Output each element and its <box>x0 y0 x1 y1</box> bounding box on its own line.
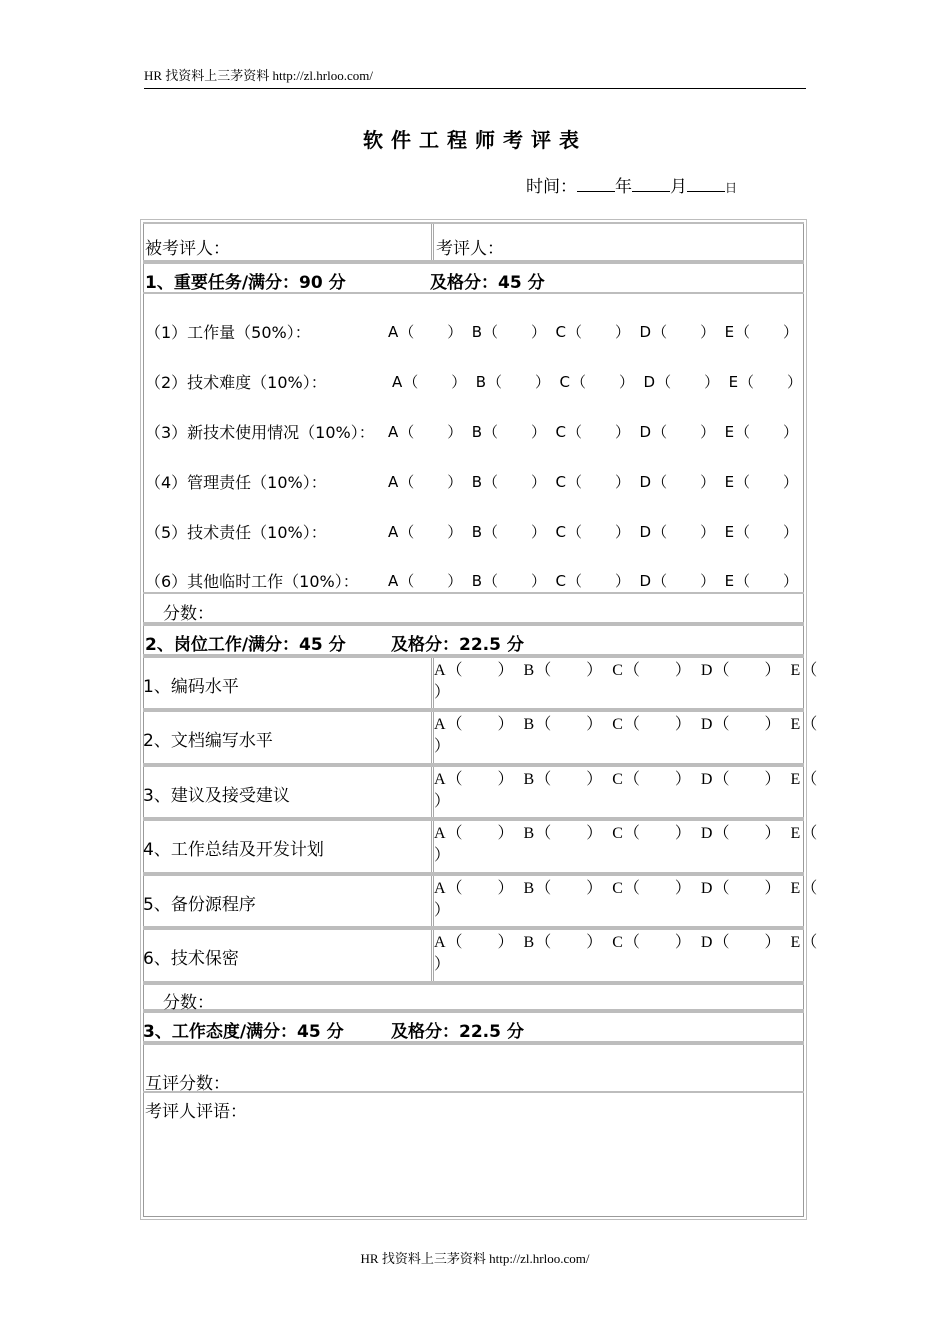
section2-heading-row <box>143 624 804 656</box>
section2-item-label: 4、工作总结及开发计划 <box>143 840 324 860</box>
section2-item-options[interactable]: A（ ） B（ ） C（ ） D（ ） E（ <box>434 716 819 733</box>
section2-item-options[interactable]: A（ ） B（ ） C（ ） D（ ） E（ <box>434 934 819 951</box>
evaluator-label: 考评人： <box>436 239 504 259</box>
section1-score-label: 分数： <box>163 604 214 624</box>
comments-label: 考评人评语： <box>145 1102 247 1122</box>
peer-score-row[interactable] <box>143 1043 804 1093</box>
section1-item-options[interactable]: A（ ） B（ ） C（ ） D（ ） E（ ） <box>388 523 800 541</box>
page-header <box>144 65 806 89</box>
month-label: 月 <box>670 177 687 197</box>
section3-pass: 及格分：22.5 分 <box>391 1022 524 1042</box>
section2-score-row[interactable] <box>143 983 804 1011</box>
section2-item-options[interactable]: A（ ） B（ ） C（ ） D（ ） E（ <box>434 880 819 897</box>
section2-heading: 2、岗位工作/满分：45 分 <box>145 635 346 655</box>
month-field[interactable] <box>632 177 670 192</box>
page-footer <box>0 1248 950 1267</box>
section1-item-options[interactable]: A（ ） B（ ） C（ ） D（ ） E（ ） <box>388 423 800 441</box>
section2-item-row <box>143 819 819 874</box>
section2-score-label: 分数： <box>163 993 214 1013</box>
peer-score-label: 互评分数： <box>145 1074 230 1094</box>
year-field[interactable] <box>577 177 615 192</box>
section3-heading: 3、工作态度/满分：45 分 <box>143 1022 344 1042</box>
section2-item-options[interactable]: A（ ） B（ ） C（ ） D（ ） E（ <box>434 771 819 788</box>
section2-item-row <box>143 656 819 710</box>
section1-item-label: （1）工作量（50%）： <box>145 323 311 342</box>
day-label: 日 <box>725 181 738 195</box>
section1-item-label: （3）新技术使用情况（10%）： <box>145 423 375 442</box>
section2-item-options-wrap: ） <box>434 956 452 973</box>
section1-heading: 1、重要任务/满分：90 分 <box>145 273 346 293</box>
section1-item-label: （5）技术责任（10%）： <box>145 523 327 542</box>
evaluator-cell[interactable] <box>431 224 804 260</box>
info-row <box>143 222 804 262</box>
section1-item-label: （4）管理责任（10%）： <box>145 473 327 492</box>
section2-item-row <box>143 710 819 765</box>
section2-item-options[interactable]: A（ ） B（ ） C（ ） D（ ） E（ <box>434 825 819 842</box>
section2-item-options-wrap: ） <box>434 902 452 919</box>
section2-item-options-wrap: ） <box>434 793 452 810</box>
section2-item-options[interactable]: A（ ） B（ ） C（ ） D（ ） E（ <box>434 662 819 679</box>
section1-item-label: （2）技术难度（10%）： <box>145 373 327 392</box>
section1-item-label: （6）其他临时工作（10%）： <box>145 572 359 591</box>
section1-items <box>143 294 804 592</box>
section1-score-row[interactable] <box>143 592 804 624</box>
section2-item-label: 1、编码水平 <box>143 677 239 697</box>
day-field[interactable] <box>687 177 725 192</box>
section2-item-label: 6、技术保密 <box>143 949 239 969</box>
section2-item-row <box>143 874 819 928</box>
section2-item-options-wrap: ） <box>434 684 452 701</box>
section1-item-options[interactable]: A（ ） B（ ） C（ ） D（ ） E（ ） <box>388 323 800 341</box>
evaluatee-label: 被考评人： <box>145 239 230 259</box>
section1-item-options[interactable]: A（ ） B（ ） C（ ） D（ ） E（ ） <box>388 572 800 590</box>
section2-item-label: 2、文档编写水平 <box>143 731 273 751</box>
section1-item-options[interactable]: A（ ） B（ ） C（ ） D（ ） E（ ） <box>392 373 804 391</box>
year-label: 年 <box>615 177 632 197</box>
section1-heading-row <box>143 262 804 294</box>
evaluatee-cell[interactable] <box>143 224 433 260</box>
date-label: 时间： <box>526 177 577 197</box>
section3-heading-row <box>143 1011 804 1043</box>
footer-text: HR 找资料上三茅资料 http://zl.hrloo.com/ <box>360 1251 590 1266</box>
header-text: HR 找资料上三茅资料 http://zl.hrloo.com/ <box>144 68 373 83</box>
date-line <box>526 172 737 197</box>
section2-item-options-wrap: ） <box>434 847 452 864</box>
section2-item-row <box>143 765 819 819</box>
page-title: 软件工程师考评表 <box>363 128 587 152</box>
section2-pass: 及格分：22.5 分 <box>391 635 524 655</box>
section2-item-label: 3、建议及接受建议 <box>143 786 290 806</box>
comments-area[interactable] <box>143 1093 804 1217</box>
section1-pass: 及格分：45 分 <box>430 273 545 293</box>
section2-item-label: 5、备份源程序 <box>143 895 256 915</box>
section1-item-options[interactable]: A（ ） B（ ） C（ ） D（ ） E（ ） <box>388 473 800 491</box>
section2-item-row <box>143 928 819 983</box>
section2-item-options-wrap: ） <box>434 738 452 755</box>
